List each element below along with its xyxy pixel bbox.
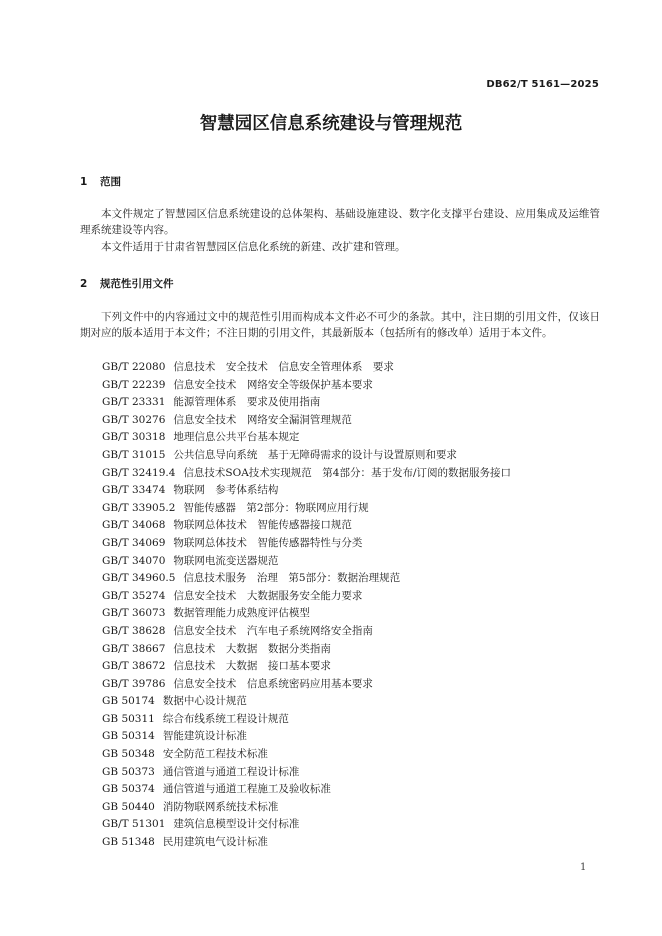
reference-item <box>102 465 511 483</box>
reference-code: GB/T 38628 <box>102 624 166 637</box>
reference-item <box>102 746 511 764</box>
section-number: 1 <box>80 176 88 188</box>
reference-title: 信息安全技术 网络安全等级保护基本要求 <box>173 378 373 391</box>
reference-code: GB/T 31015 <box>102 448 166 461</box>
reference-code: GB/T 30318 <box>102 431 166 444</box>
reference-item <box>102 711 511 729</box>
reference-code: GB/T 33905.2 <box>102 501 176 514</box>
reference-code: GB/T 35274 <box>102 589 166 602</box>
reference-code: GB/T 22239 <box>102 378 166 391</box>
reference-title: 智能传感器 第2部分：物联网应用行规 <box>183 501 369 514</box>
reference-item <box>102 728 511 746</box>
reference-title: 数据管理能力成熟度评估模型 <box>173 607 310 620</box>
reference-item <box>102 693 511 711</box>
reference-title: 通信管道与通道工程施工及验收标准 <box>162 783 331 796</box>
reference-item <box>102 377 511 395</box>
reference-code: GB/T 33474 <box>102 484 166 497</box>
reference-code: GB 51348 <box>102 836 155 849</box>
reference-code: GB/T 34068 <box>102 519 166 532</box>
reference-item <box>102 676 511 694</box>
reference-code: GB 50374 <box>102 783 155 796</box>
reference-title: 综合布线系统工程设计规范 <box>162 712 289 725</box>
reference-title: 信息技术 大数据 接口基本要求 <box>173 660 331 673</box>
reference-code: GB 50314 <box>102 730 155 743</box>
reference-code: GB/T 34070 <box>102 554 166 567</box>
reference-item <box>102 623 511 641</box>
reference-title: 信息技术 大数据 数据分类指南 <box>173 642 331 655</box>
reference-code: GB 50348 <box>102 748 155 761</box>
reference-code: GB/T 38672 <box>102 660 166 673</box>
reference-title: 信息技术 安全技术 信息安全管理体系 要求 <box>173 361 394 373</box>
reference-item <box>102 658 511 676</box>
reference-title: 安全防范工程技术标准 <box>162 748 268 761</box>
scope-paragraph-1: 本文件规定了智慧园区信息系统建设的总体架构、基础设施建设、数字化支撑平台建设、应用集成及运维管理系统建设等内容。 <box>80 208 600 236</box>
reference-item <box>102 641 511 659</box>
reference-code: GB/T 34960.5 <box>102 572 176 585</box>
reference-title: 信息安全技术 大数据服务安全能力要求 <box>173 589 363 602</box>
reference-item <box>102 553 511 571</box>
reference-item <box>102 447 511 465</box>
section-heading-scope <box>80 174 121 189</box>
reference-title: 物联网总体技术 智能传感器接口规范 <box>173 519 352 532</box>
reference-title: 物联网总体技术 智能传感器特性与分类 <box>173 536 363 549</box>
reference-title: 物联网 参考体系结构 <box>173 484 279 497</box>
reference-item <box>102 570 511 588</box>
section-title: 范围 <box>100 176 121 188</box>
reference-code: GB 50174 <box>102 695 155 708</box>
reference-code: GB/T 51301 <box>102 818 166 831</box>
reference-item <box>102 535 511 553</box>
document-title: 智慧园区信息系统建设与管理规范 <box>199 114 463 134</box>
reference-title: 智能建筑设计标准 <box>162 730 247 743</box>
reference-item <box>102 482 511 500</box>
reference-title: 地理信息公共平台基本规定 <box>173 431 300 444</box>
reference-item <box>102 781 511 799</box>
reference-code: GB/T 30276 <box>102 413 166 426</box>
reference-item <box>102 799 511 817</box>
reference-item <box>102 764 511 782</box>
scope-paragraph-2: 本文件适用于甘肃省智慧园区信息化系统的新建、改扩建和管理。 <box>101 241 406 253</box>
reference-item <box>102 394 511 412</box>
reference-title: 通信管道与通道工程设计标准 <box>162 765 300 778</box>
reference-title: 物联网电流变送器规范 <box>173 554 279 567</box>
reference-code: GB/T 32419.4 <box>102 466 176 479</box>
reference-title: 公共信息导向系统 基于无障碍需求的设计与设置原则和要求 <box>173 448 457 461</box>
reference-code: GB/T 38667 <box>102 642 166 655</box>
reference-title: 建筑信息模型设计交付标准 <box>173 818 300 831</box>
section-heading-normative-references <box>80 276 174 291</box>
reference-code: GB/T 39786 <box>102 677 166 690</box>
reference-item <box>102 588 511 606</box>
reference-code: GB/T 36073 <box>102 607 166 620</box>
reference-list <box>102 359 511 852</box>
reference-item <box>102 834 511 852</box>
reference-code: GB/T 23331 <box>102 396 166 409</box>
reference-item <box>102 429 511 447</box>
references-intro-paragraph: 下列文件中的内容通过文中的规范性引用而构成本文件必不可少的条款。其中，注日期的引用文件，仅该日期对应的版本适用于本文件；不注日期的引用文件，其最新版本（包括所有的修改单）适用于本文件。 <box>80 311 600 339</box>
reference-item <box>102 359 511 377</box>
reference-item <box>102 517 511 535</box>
reference-code: GB 50373 <box>102 765 155 778</box>
reference-title: 信息安全技术 汽车电子系统网络安全指南 <box>173 624 373 637</box>
reference-title: 数据中心设计规范 <box>162 695 247 708</box>
reference-title: 信息技术服务 治理 第5部分：数据治理规范 <box>183 572 401 585</box>
reference-item <box>102 412 511 430</box>
reference-title: 民用建筑电气设计标准 <box>162 836 268 849</box>
reference-code: GB 50311 <box>102 712 155 725</box>
section-title: 规范性引用文件 <box>100 278 174 290</box>
standard-code: DB62/T 5161—2025 <box>486 79 599 90</box>
reference-title: 信息技术SOA技术实现规范 第4部分：基于发布/订阅的数据服务接口 <box>183 466 512 479</box>
reference-item <box>102 605 511 623</box>
reference-code: GB/T 34069 <box>102 536 166 549</box>
reference-item <box>102 500 511 518</box>
reference-code: GB/T 22080 <box>102 361 166 373</box>
reference-title: 消防物联网系统技术标准 <box>162 800 279 813</box>
reference-item <box>102 816 511 834</box>
page-number: 1 <box>580 862 587 873</box>
reference-title: 信息安全技术 信息系统密码应用基本要求 <box>173 677 373 690</box>
reference-title: 能源管理体系 要求及使用指南 <box>173 396 321 409</box>
reference-title: 信息安全技术 网络安全漏洞管理规范 <box>173 413 352 426</box>
section-number: 2 <box>80 278 88 290</box>
reference-code: GB 50440 <box>102 800 155 813</box>
